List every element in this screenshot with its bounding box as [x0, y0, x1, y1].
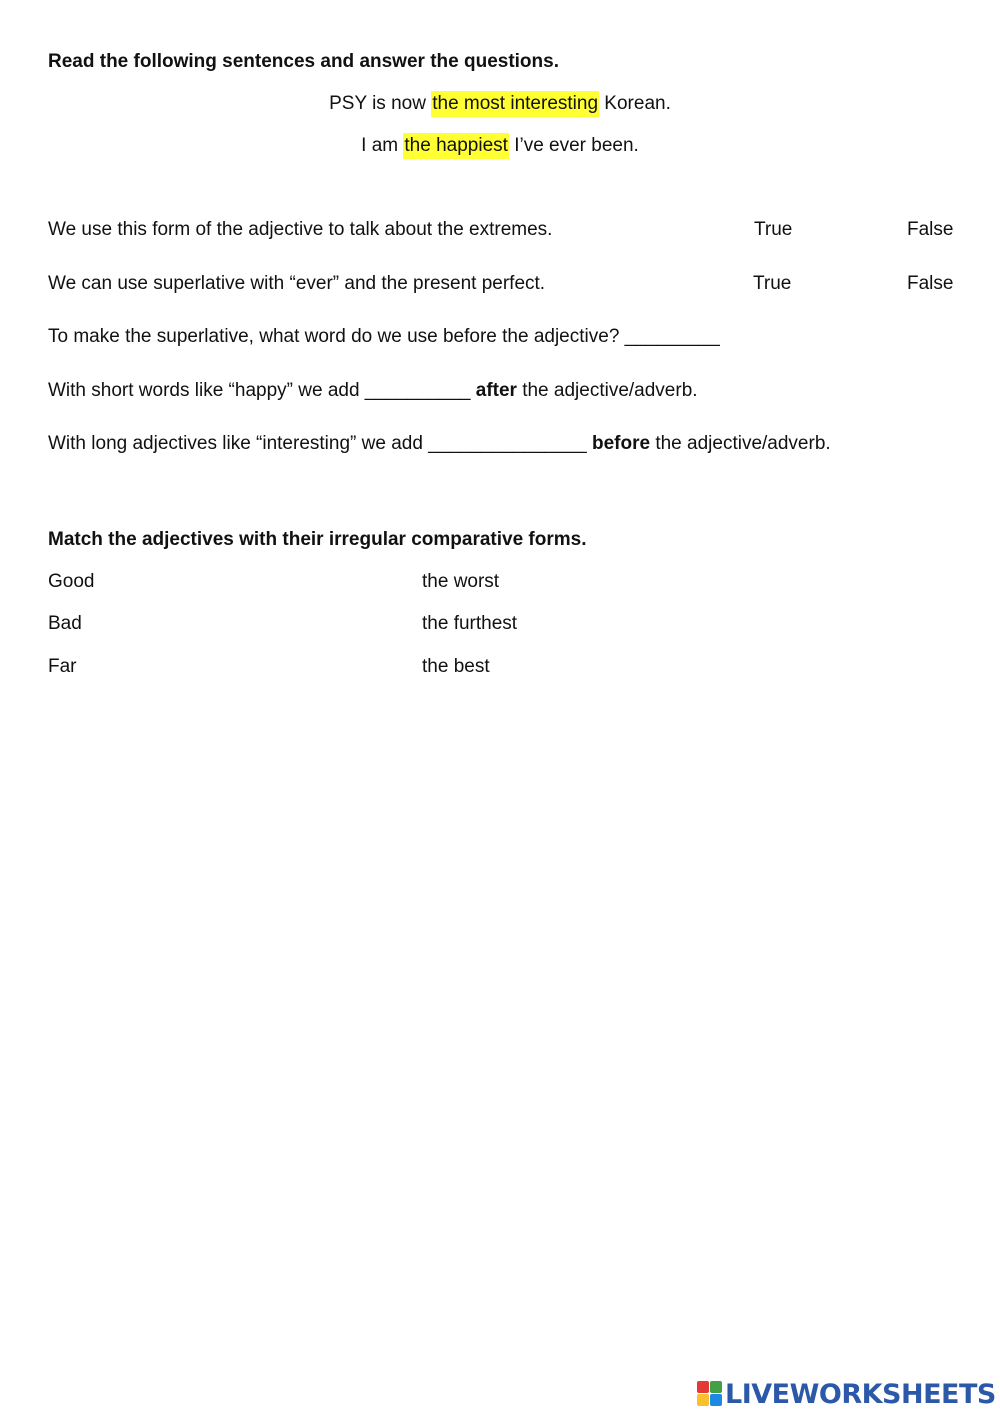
- question-3[interactable]: To make the superlative, what word do we use before the adjective? _________: [48, 326, 720, 347]
- match-left-item[interactable]: Bad: [48, 613, 82, 634]
- tf-option-false-2[interactable]: False: [907, 273, 954, 294]
- q4-bold: after: [475, 380, 517, 401]
- match-right-item[interactable]: the worst: [422, 571, 500, 592]
- tf-question-2: We can use superlative with “ever” and the present perfect.: [48, 273, 546, 294]
- example1-before: PSY is now: [329, 93, 432, 114]
- example-sentence-2: [0, 136, 1000, 155]
- example-sentence-1: [0, 94, 1000, 113]
- q5-bold: before: [591, 433, 651, 454]
- liveworksheets-logo-icon: [697, 1381, 723, 1407]
- match-right-item[interactable]: the best: [422, 656, 490, 677]
- match-left-item[interactable]: Far: [48, 656, 77, 677]
- example1-highlight: the most interesting: [431, 91, 599, 117]
- liveworksheets-logo: [697, 1377, 996, 1411]
- section1-title: Read the following sentences and answer the questions.: [48, 51, 559, 72]
- tf-option-false-1[interactable]: False: [907, 219, 954, 240]
- q5-after: the adjective/adverb.: [650, 433, 831, 454]
- match-left-item[interactable]: Good: [48, 571, 95, 592]
- liveworksheets-logo-text: LIVEWORKSHEETS: [725, 1378, 996, 1410]
- example2-highlight: the happiest: [403, 133, 509, 159]
- example2-after: I’ve ever been.: [508, 135, 639, 156]
- tf-option-true-2[interactable]: True: [753, 273, 792, 294]
- tf-question-1: We use this form of the adjective to talk about the extremes.: [48, 219, 553, 240]
- question-5[interactable]: [48, 434, 831, 453]
- section2-title: Match the adjectives with their irregular comparative forms.: [48, 529, 587, 550]
- match-right-item[interactable]: the furthest: [422, 613, 518, 634]
- question-4[interactable]: [48, 381, 698, 400]
- example1-after: Korean.: [599, 93, 671, 114]
- q4-after: the adjective/adverb.: [516, 380, 698, 401]
- q5-before: With long adjectives like “interesting” we add _______________: [48, 433, 592, 454]
- example2-before: I am: [361, 135, 404, 156]
- tf-option-true-1[interactable]: True: [754, 219, 793, 240]
- q4-before: With short words like “happy” we add __________: [48, 380, 476, 401]
